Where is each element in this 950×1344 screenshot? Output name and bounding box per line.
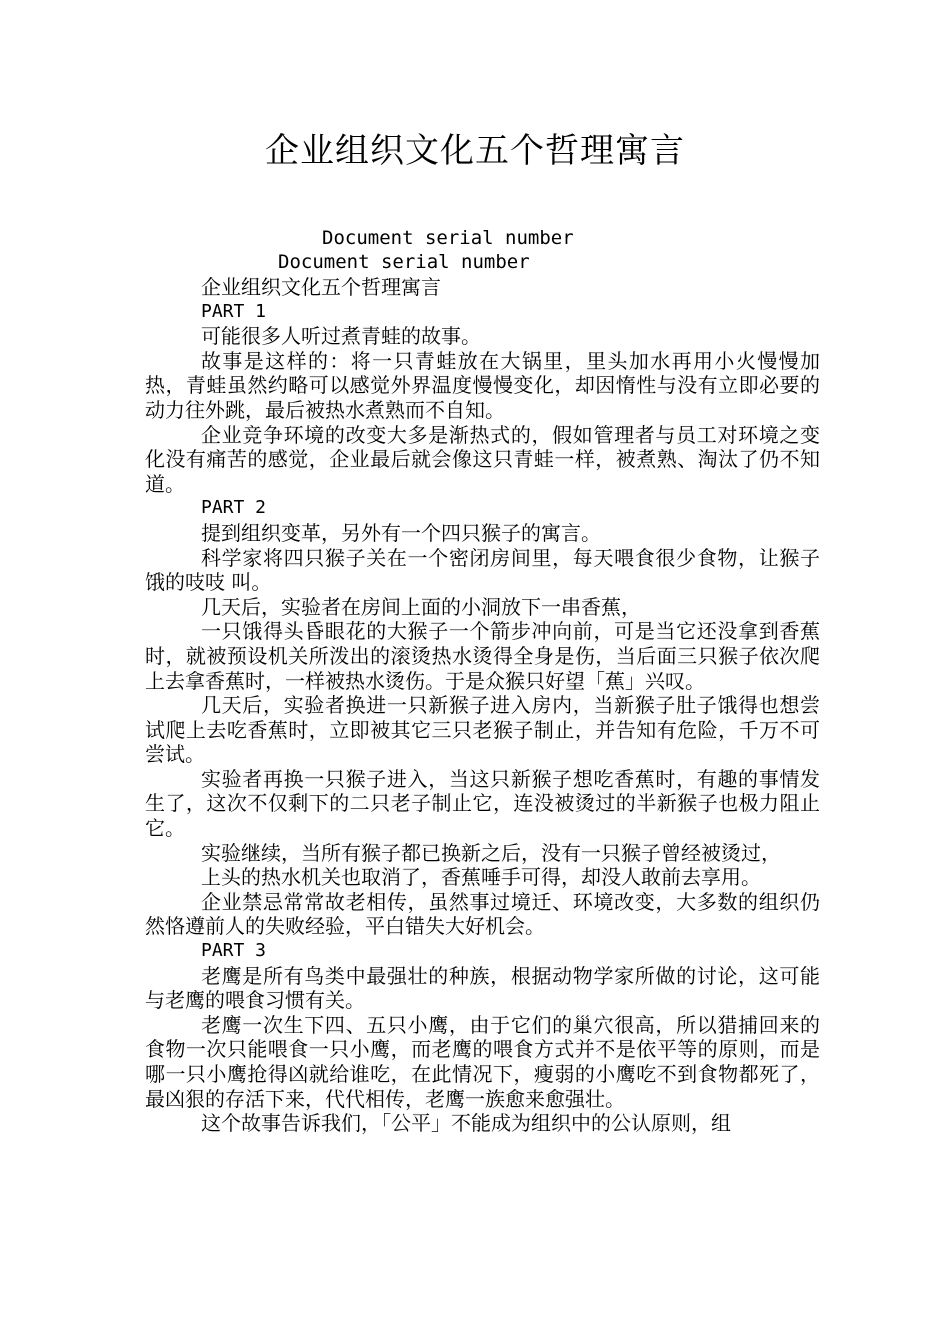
paragraph: 老鹰一次生下四、五只小鹰，由于它们的巢穴很高，所以猎捕回来的食物一次只能喂食一只小鹰，而老鹰的喂食方式并不是依平等的原则，而是哪一只小鹰抢得凶就给谁吃，在此情况下，瘦弱的小鹰吃不到食物都死了，最凶狠的存活下来，代代相传，老鹰一族愈来愈强壮。 <box>145 1012 820 1111</box>
paragraph: 提到组织变革，另外有一个四只猴子的寓言。 <box>201 520 601 545</box>
paragraph: 企业禁忌常常故老相传，虽然事过境迁、环境改变，大多数的组织仍然恪遵前人的失败经验，平白错失大好机会。 <box>145 889 820 939</box>
paragraph: 老鹰是所有鸟类中最强壮的种族，根据动物学家所做的讨论，这可能与老鹰的喂食习惯有关。 <box>145 963 820 1013</box>
document-title: 企业组织文化五个哲理寓言 <box>265 131 685 171</box>
paragraph: 几天后，实验者在房间上面的小洞放下一串香蕉， <box>201 594 641 619</box>
paragraph: 企业竞争环境的改变大多是渐热式的，假如管理者与员工对环境之变化没有痛苦的感觉，企业最后就会像这只青蛙一样，被煮熟、淘汰了仍不知道。 <box>145 422 820 496</box>
paragraph: 实验继续，当所有猴子都已换新之后，没有一只猴子曾经被烫过， <box>201 840 781 865</box>
section-heading: PART 3 <box>201 940 267 962</box>
paragraph: 几天后，实验者换进一只新猴子进入房内，当新猴子肚子饿得也想尝试爬上去吃香蕉时，立即被其它三只老猴子制止，并告知有危险，千万不可尝试。 <box>145 693 820 767</box>
paragraph: 实验者再换一只猴子进入，当这只新猴子想吃香蕉时，有趣的事情发生了，这次不仅剩下的二只老子制止它，连没被烫过的半新猴子也极力阻止它。 <box>145 766 820 841</box>
paragraph: 这个故事告诉我们，「公平」不能成为组织中的公认原则，组 <box>201 1111 731 1136</box>
document-serial-number-1: Document serial number <box>322 227 574 249</box>
document-serial-number-2: Document serial number <box>278 251 530 273</box>
document-body <box>145 275 820 1136</box>
paragraph: 企业组织文化五个哲理寓言 <box>201 275 441 299</box>
section-heading: PART 1 <box>201 300 267 322</box>
paragraph: 上头的热水机关也取消了，香蕉唾手可得，却没人敢前去享用。 <box>201 865 761 890</box>
paragraph: 可能很多人听过煮青蛙的故事。 <box>201 324 481 349</box>
paragraph: 一只饿得头昏眼花的大猴子一个箭步冲向前，可是当它还没拿到香蕉时，就被预设机关所泼出的滚烫热水烫得全身是伤，当后面三只猴子依次爬上去拿香蕉时，一样被热水烫伤。于是众猴只好望「蕉」兴叹。 <box>145 619 820 693</box>
paragraph: 故事是这样的：将一只青蛙放在大锅里，里头加水再用小火慢慢加热，青蛙虽然约略可以感觉外界温度慢慢变化，却因惰性与没有立即必要的动力往外跳，最后被热水煮熟而不自知。 <box>145 348 820 422</box>
section-heading: PART 2 <box>201 497 267 519</box>
paragraph: 科学家将四只猴子关在一个密闭房间里，每天喂食很少食物，让猴子饿的吱吱 叫。 <box>145 545 820 595</box>
